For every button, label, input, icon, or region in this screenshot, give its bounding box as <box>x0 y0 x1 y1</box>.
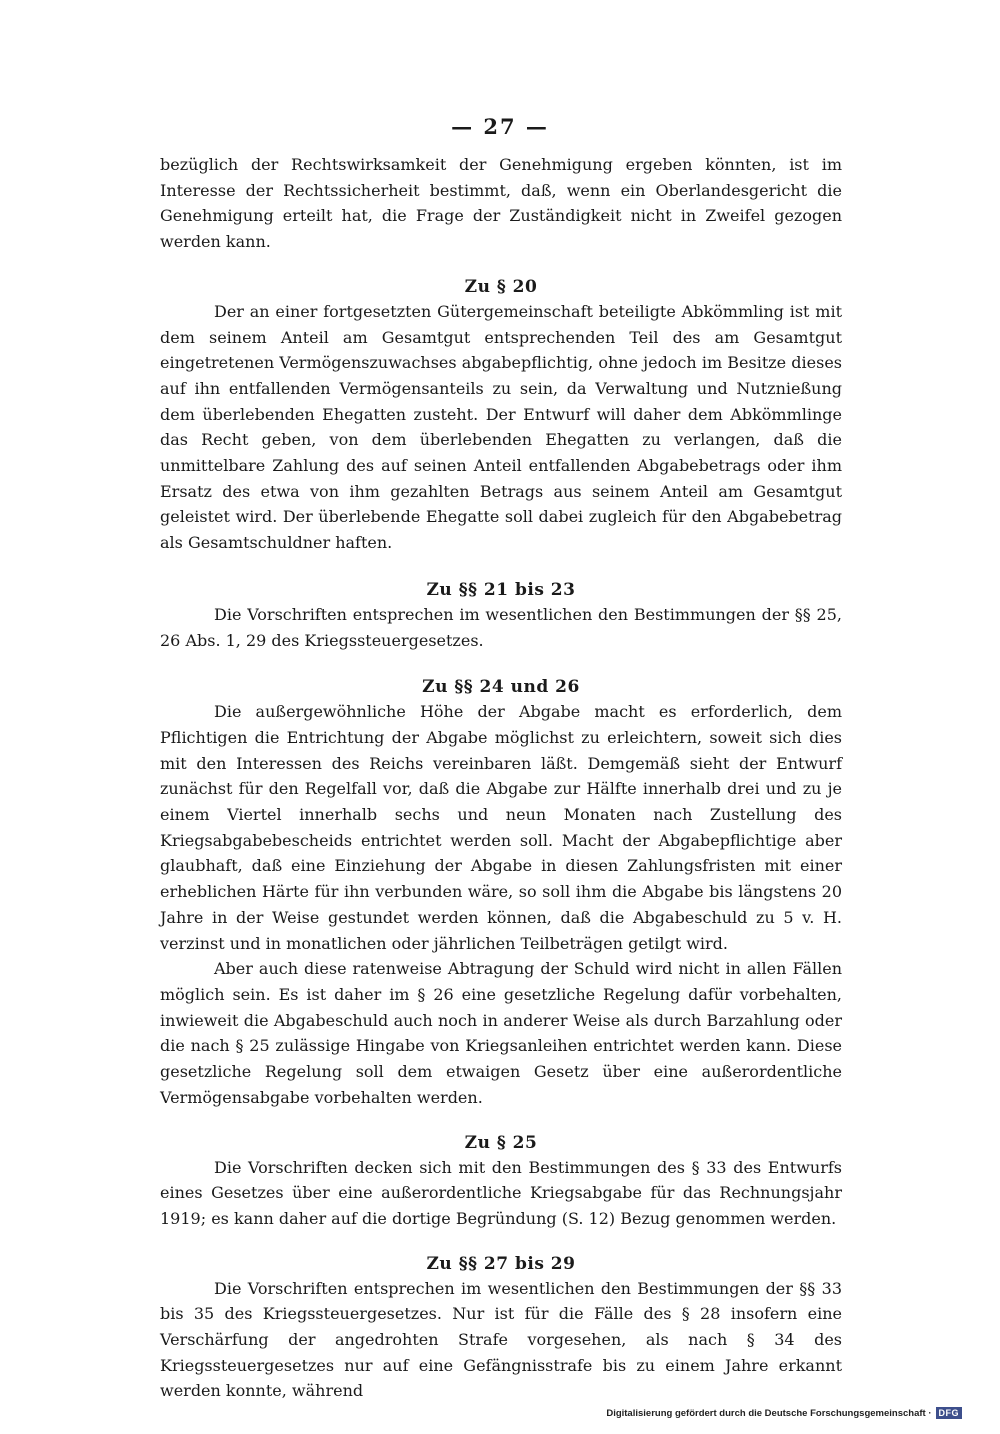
section-heading-25: Zu § 25 <box>464 1132 538 1153</box>
section-24-26-paragraph-2: Aber auch diese ratenweise Abtragung der Schuld wird nicht in allen Fällen möglich sein. Es ist daher im § 26 eine gesetzliche Regelung dafür vorbehalten, inwieweit die Abgabeschuld auch noch in anderer Weise als durch Barzahlung oder die nach § 25 zulässige Hingabe von Kriegsanleihen entrichtet werden kann. Diese gesetzliche Regelung soll dem etwaigen Gesetz über eine außerordentliche Vermögensabgabe vorbehalten werden. <box>160 959 842 1107</box>
document-body <box>160 152 842 1404</box>
intro-paragraph: bezüglich der Rechtswirksamkeit der Genehmigung ergeben könnten, ist im Interesse der Rechtssicherheit bestimmt, daß, wenn ein Oberlandesgericht die Genehmigung erteilt hat, die Frage der Zuständigkeit nicht in Zweifel gezogen werden kann. <box>160 155 842 252</box>
section-heading-24-26: Zu §§ 24 und 26 <box>422 677 580 698</box>
section-heading-27-29: Zu §§ 27 bis 29 <box>426 1253 576 1274</box>
dfg-logo: DFG <box>936 1407 963 1419</box>
section-heading-20: Zu § 20 <box>464 276 538 297</box>
page-number: — 27 — <box>451 114 549 139</box>
section-21-23-paragraph: Die Vorschriften entsprechen im wesentlichen den Bestimmungen der §§ 25, 26 Abs. 1, 29 des Kriegssteuergesetzes. <box>160 604 842 650</box>
section-24-26-paragraph-1: Die außergewöhnliche Höhe der Abgabe macht es erforderlich, dem Pflichtigen die Entrichtung der Abgabe möglichst zu erleichtern, soweit sich dies mit den Interessen des Reichs vereinbaren läßt. Demgemäß sieht der Entwurf zunächst für den Regelfall vor, daß die Abgabe zur Hälfte innerhalb drei und zu je einem Viertel innerhalb sechs und neun Monaten nach Zustellung des Kriegsabgabebescheids entrichtet werden soll. Macht der Abgabepflichtige aber glaubhaft, daß eine Einziehung der Abgabe in diesen Zahlungsfristen mit einer erheblichen Härte für ihn verbunden wäre, so soll ihm die Abgabe bis längstens 20 Jahre in der Weise gestundet werden können, daß die Abgabeschuld zu 5 v. H. verzinst und in monatlichen oder jährlichen Teilbeträgen getilgt wird. <box>160 702 842 953</box>
footer-credit-text: Digitalisierung gefördert durch die Deutsche Forschungsgemeinschaft · <box>606 1407 932 1419</box>
digitization-footer <box>606 1407 962 1419</box>
section-25-paragraph: Die Vorschriften decken sich mit den Bestimmungen des § 33 des Entwurfs eines Gesetzes über eine außerordentliche Kriegsabgabe für das Rechnungsjahr 1919; es kann daher auf die dortige Begründung (S. 12) Bezug genommen werden. <box>160 1157 842 1228</box>
section-20-paragraph: Der an einer fortgesetzten Gütergemeinschaft beteiligte Abkömmling ist mit dem seinem Anteil am Gesamtgut entsprechenden Teil des am Gesamtgut eingetretenen Vermögenszuwachses abgabepflichtig, ohne jedoch im Besitze dieses auf ihn entfallenden Vermögensanteils zu sein, da Verwaltung und Nutznießung dem überlebenden Ehegatten zusteht. Der Entwurf will daher dem Abkömmlinge das Recht geben, von dem überlebenden Ehegatten zu verlangen, daß die unmittelbare Zahlung des auf seinen Anteil entfallenden Abgabebetrags oder ihm Ersatz des etwa von ihm gezahlten Betrags aus seinem Anteil am Gesamtgut geleistet wird. Der überlebende Ehegatte soll dabei zugleich für den Abgabebetrag als Gesamtschuldner haften. <box>160 301 842 553</box>
section-27-29-paragraph: Die Vorschriften entsprechen im wesentlichen den Bestimmungen der §§ 33 bis 35 des Kriegssteuergesetzes. Nur ist für die Fälle des § 28 insofern eine Verschärfung der angedrohten Strafe vorgesehen, als nach § 34 des Kriegssteuergesetzes nur auf eine Gefängnisstrafe bis zu einem Jahre erkannt werden konnte, während <box>160 1278 842 1401</box>
section-heading-21-23: Zu §§ 21 bis 23 <box>426 579 576 600</box>
